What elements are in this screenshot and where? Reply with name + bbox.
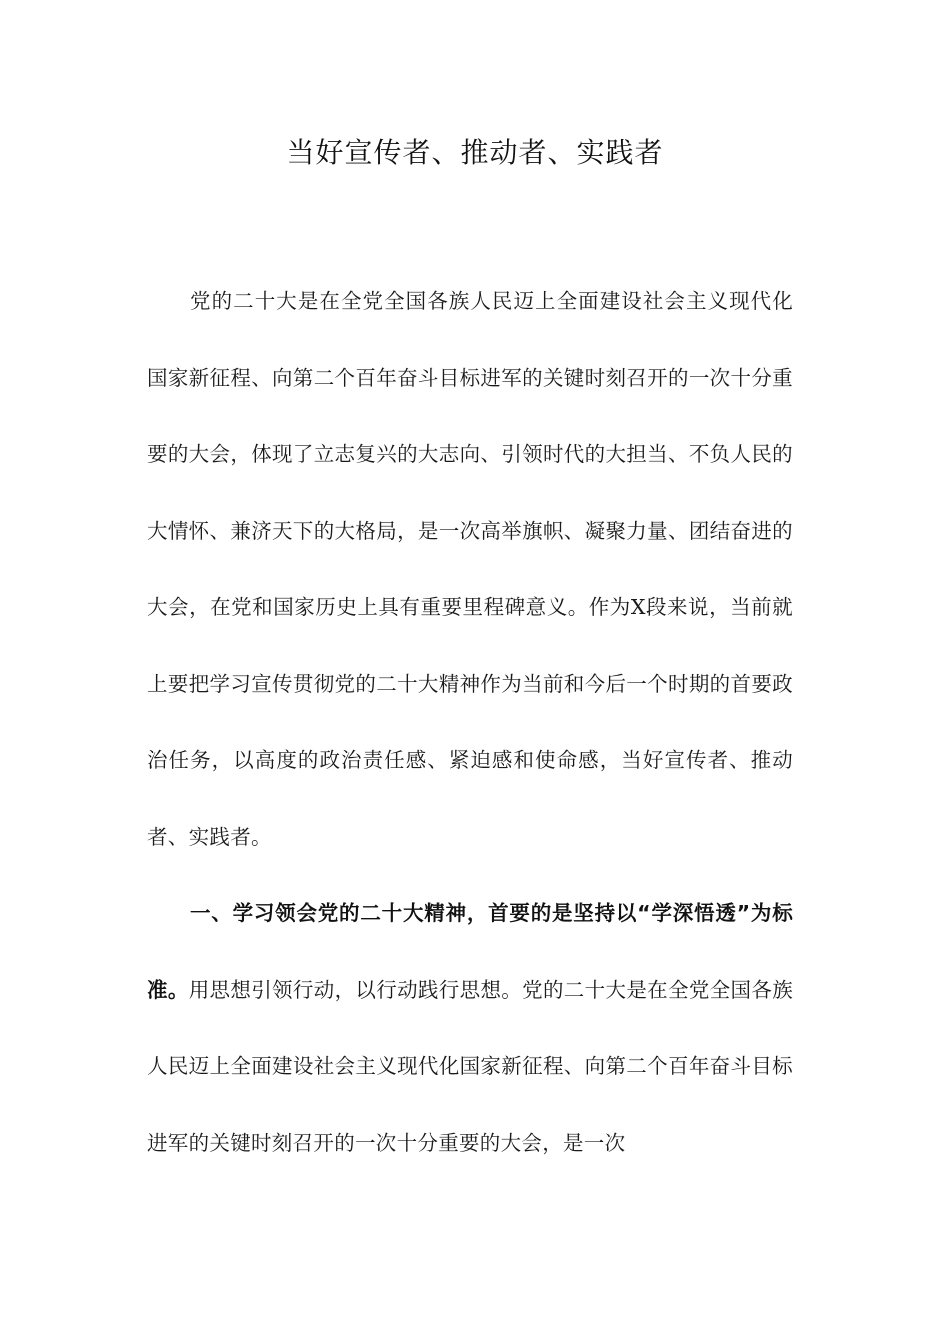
section-one-heading: 一、学习领会党的二十大精神，首要的是坚持以“学深悟透”为标准。	[147, 901, 793, 1002]
document-title: 当好宣传者、推动者、实践者	[286, 136, 664, 169]
section-one-text: 用思想引领行动，以行动践行思想。党的二十大是在全党全国各族人民迈上全面建设社会主义现代化国家新征程、向第二个百年奋斗目标进军的关键时刻召开的一次十分重要的大会，是一次	[147, 977, 793, 1155]
body-paragraph-section-one	[147, 875, 793, 1181]
body-paragraph-intro: 党的二十大是在全党全国各族人民迈上全面建设社会主义现代化国家新征程、向第二个百年奋斗目标进军的关键时刻召开的一次十分重要的大会，体现了立志复兴的大志向、引领时代的大担当、不负人民的大情怀、兼济天下的大格局，是一次高举旗帜、凝聚力量、团结奋进的大会，在党和国家历史上具有重要里程碑意义。作为X段来说，当前就上要把学习宣传贯彻党的二十大精神作为当前和今后一个时期的首要政治任务，以高度的政治责任感、紧迫感和使命感，当好宣传者、推动者、实践者。	[147, 289, 793, 849]
